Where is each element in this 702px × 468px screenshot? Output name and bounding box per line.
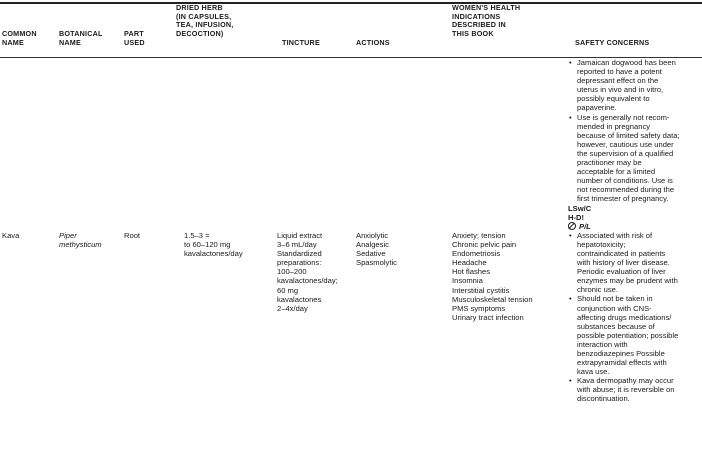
- table-top-rule: [0, 2, 702, 4]
- header-actions: ACTIONS: [356, 38, 390, 47]
- cell-indications: Anxiety; tension Chronic pelvic pain Endometriosis Headache Hot flashes Insomnia Interstitial cystitis Musculoskeletal tension PMS symptoms Urinary tract infection: [452, 231, 533, 322]
- prohibited-icon: [568, 222, 576, 230]
- safety-concerns-cell: [568, 58, 702, 404]
- safety-bullet: • Should not be taken in conjunction with CNS- affecting drugs medications/ substances because of possible potentiation; possible interaction with benzodiazepines Possible extrapyramidal effects with kava use.: [568, 294, 702, 376]
- safety-bullet: • Kava dermopathy may occur with abuse; it is reversible on discontinuation.: [568, 376, 702, 403]
- cell-common-name: Kava: [2, 231, 20, 240]
- safety-code-hd: H-D!: [568, 212, 585, 222]
- header-botanical-name: BOTANICAL NAME: [59, 29, 103, 47]
- header-common-name: COMMON NAME: [2, 29, 37, 47]
- cell-actions: Anxiolytic Analgesic Sedative Spasmolytic: [356, 231, 397, 268]
- header-part-used: PART USED: [124, 29, 145, 47]
- header-dried-herb: DRIED HERB (IN CAPSULES, TEA, INFUSION, DECOCTION): [176, 3, 234, 38]
- safety-code-pl: P/L: [579, 221, 591, 231]
- safety-bullet: • Associated with risk of hepatotoxicity; contraindicated in patients with history of liver disease. Periodic evaluation of liver enzymes may be prudent with chronic use.: [568, 231, 702, 295]
- safety-bullet: • Use is generally not recom- mended in pregnancy because of limited safety data; however, cautious use under the supervision of a qualified practitioner may be acceptable for a limited number of conditions. Use is not recommended during the first trimester of pregnancy.: [568, 113, 702, 204]
- header-safety-concerns: SAFETY CONCERNS: [575, 38, 650, 47]
- safety-bullet: • Jamaican dogwood has been reported to have a potent depressant effect on the uterus in vivo and in vitro, possibly equivalent to papaverine.: [568, 58, 702, 113]
- safety-code-lsw: LSw/C: [568, 203, 592, 213]
- cell-dried-herb: 1.5–3 = to 60–120 mg kavalactones/day: [184, 231, 243, 259]
- cell-botanical-name: Piper methysticum: [59, 231, 102, 250]
- header-tincture: TINCTURE: [282, 38, 320, 47]
- cell-tincture: Liquid extract 3–6 mL/day Standardized preparations: 100–200 kavalactones/day; 60 mg kavalactones 2–4x/day: [277, 231, 338, 313]
- cell-part-used: Root: [124, 231, 141, 240]
- header-womens-health: WOMEN'S HEALTH INDICATIONS DESCRIBED IN THIS BOOK: [452, 3, 521, 38]
- safety-code-pl-line: [568, 222, 702, 231]
